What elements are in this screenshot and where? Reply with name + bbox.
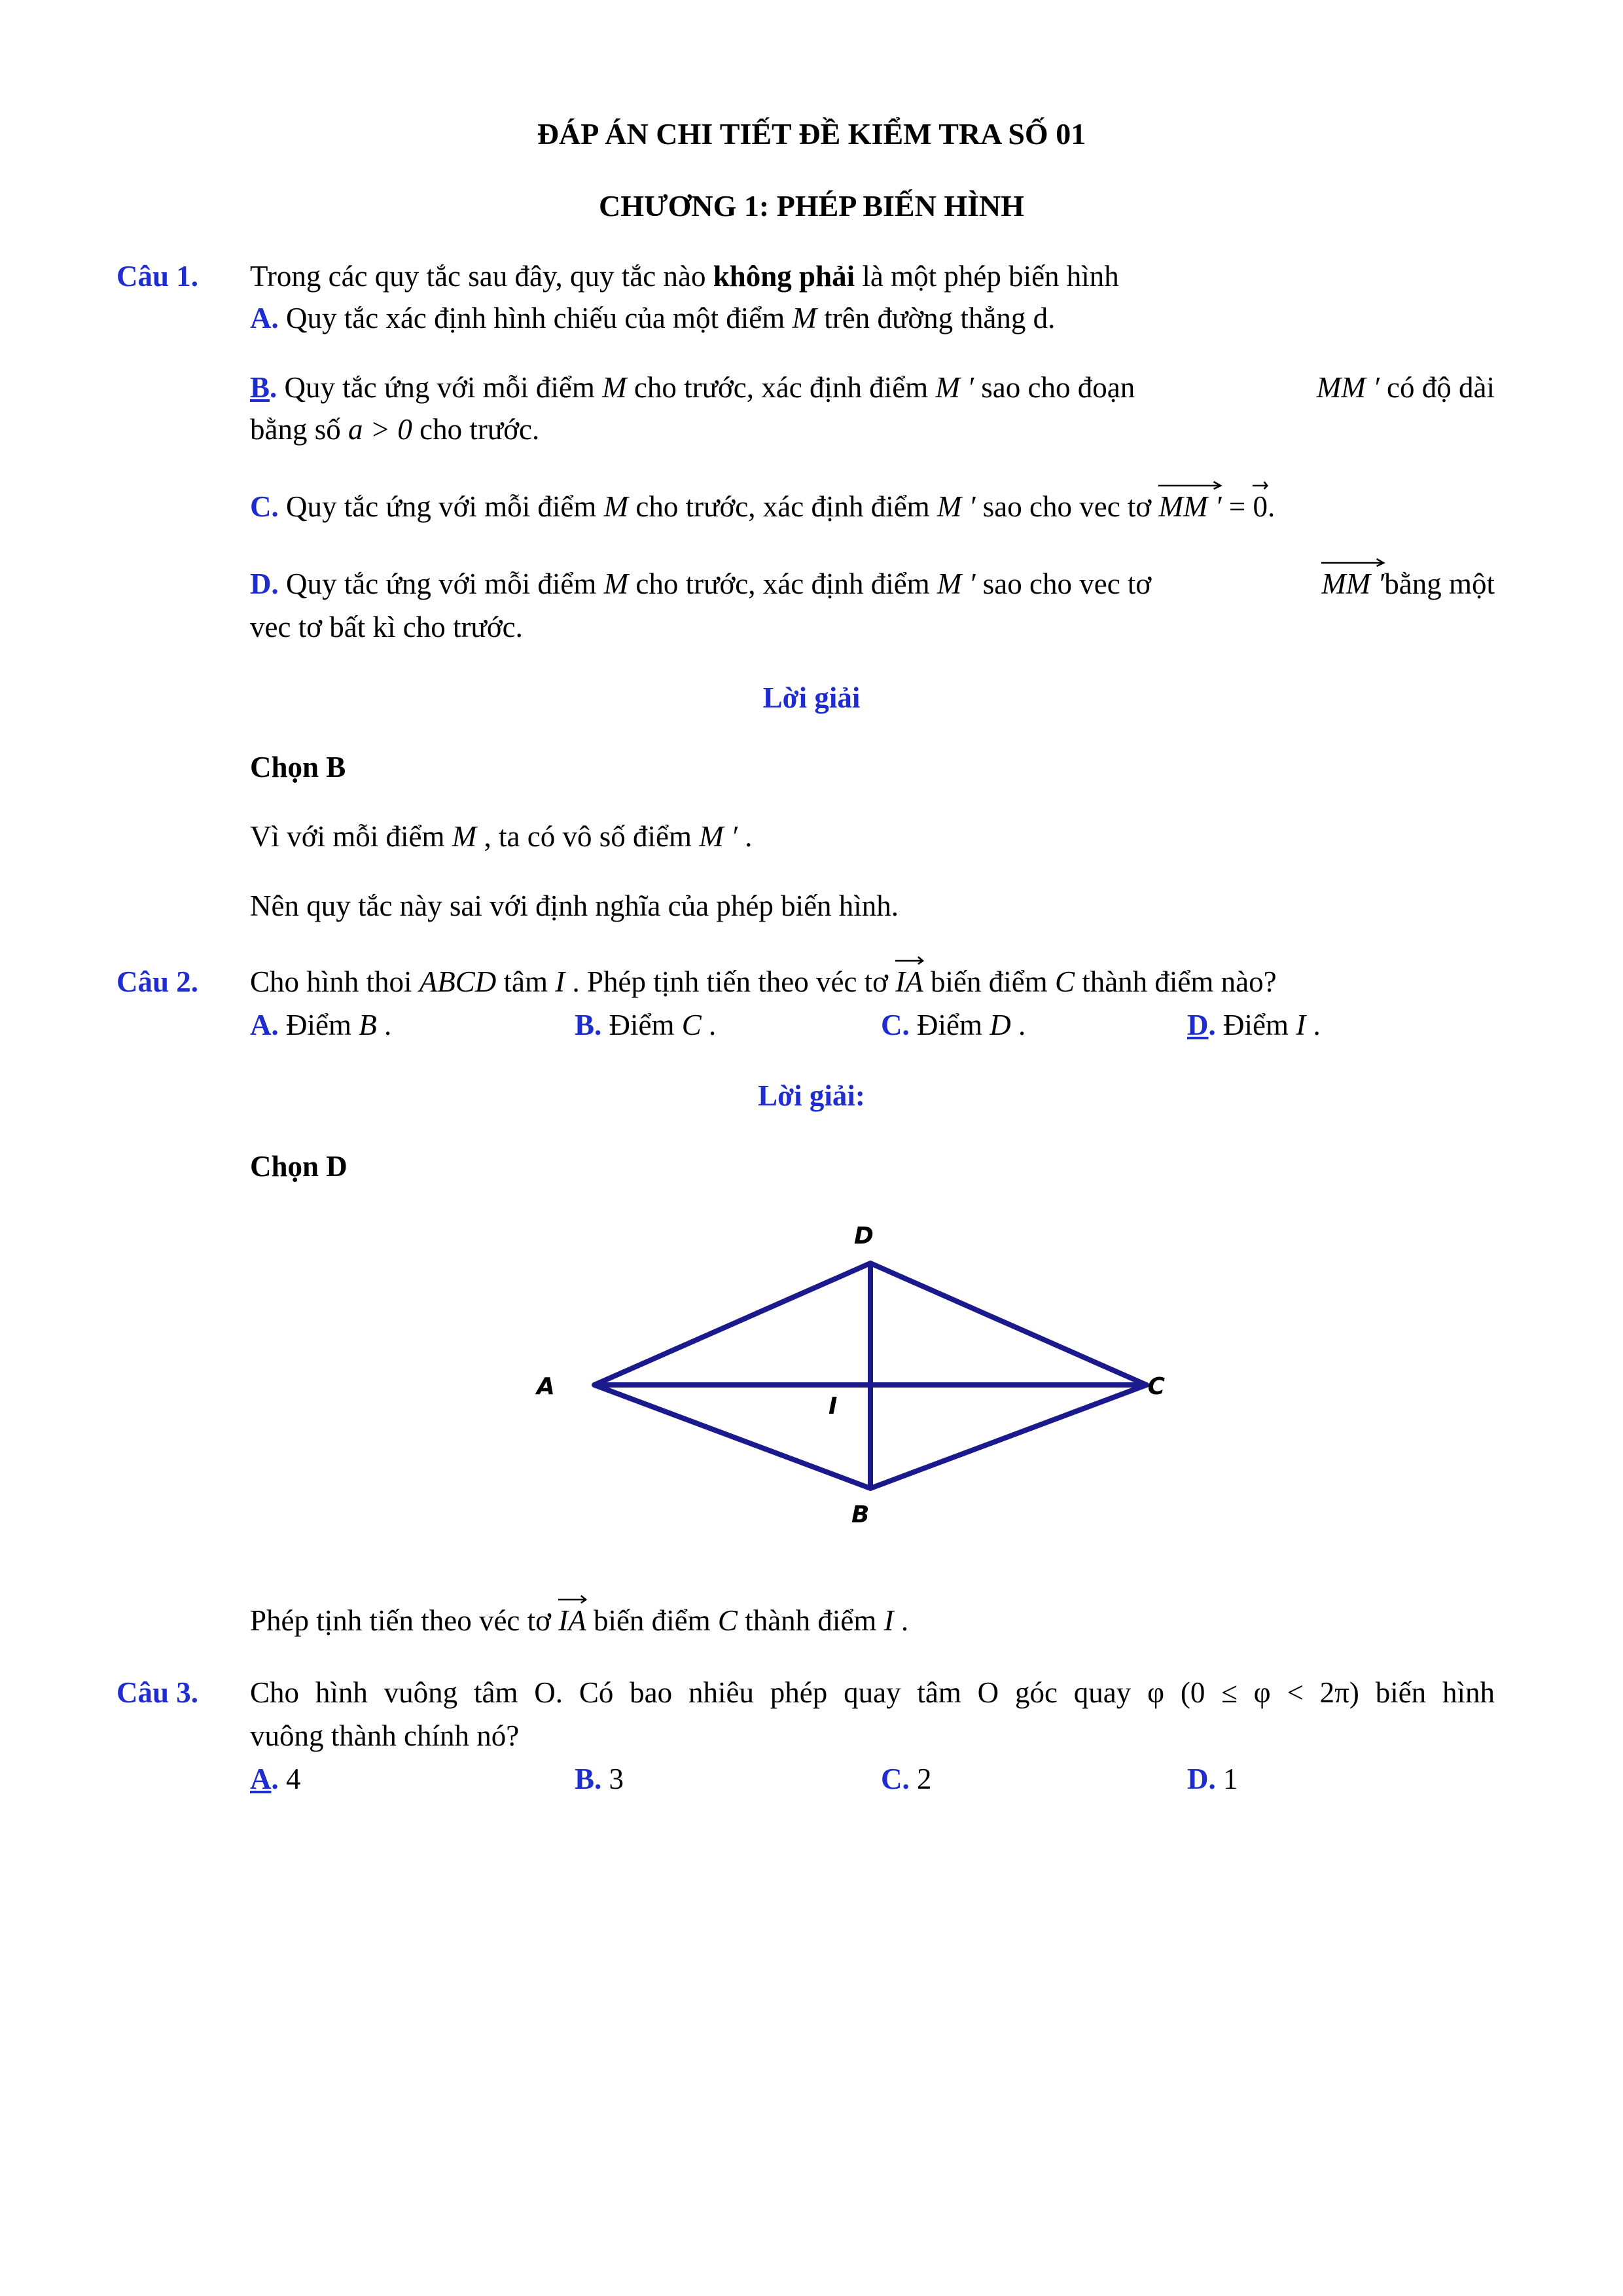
q2-conclusion [250,1604,908,1638]
q3-option-a [250,1762,301,1796]
q2-option-c-label: C. [881,1009,910,1041]
q2-option-c-end: . [1010,1009,1026,1041]
q1-option-a-label: A. [250,302,279,334]
q1-option-b-text-1: Quy tắc ứng với mỗi điểm [277,371,603,404]
q1-option-a-text: Quy tắc xác định hình chiếu của một điểm [278,302,793,334]
q2-conclusion-vector [558,1604,586,1638]
q1-option-b-line2-post: cho trước. [412,413,540,446]
q1-option-c-var-mp: M ′ [936,490,976,523]
q1-explain-2: Nên quy tắc này sai với định nghĩa của phép biến hình. [250,889,899,922]
q2-option-a-end: . [376,1009,392,1041]
q2-conclusion-vector-text: IA [558,1604,586,1637]
q1-option-d-text-4: bằng một [1384,567,1495,600]
rhombus-shape [594,1263,1147,1488]
q1-explain-1 [250,819,752,853]
q2-option-d [1187,1008,1321,1042]
q1-explain-1-pre: Vì với mỗi điểm [250,820,452,853]
q1-option-d-text-1: Quy tắc ứng với mỗi điểm [278,567,604,600]
q2-conclusion-3: thành điểm [737,1604,884,1637]
q2-stem-5: thành điểm nào? [1074,965,1277,998]
q3-option-d [1187,1762,1238,1796]
q1-option-c-var-m: M [603,490,629,523]
q3-option-c-value: 2 [909,1763,932,1795]
q2-option-d-var: I [1296,1009,1306,1041]
q1-option-d-var-m: M [603,567,629,600]
q3-option-c-label: C. [881,1763,910,1795]
q1-number: Câu 1. [116,260,199,293]
q1-solution-heading: Lời giải [762,681,861,714]
q1-option-d-line2: vec tơ bất kì cho trước. [250,611,523,643]
q2-option-b-end: . [701,1009,717,1041]
q2-option-b-text: Điểm [601,1009,682,1041]
q2-conclusion-end: . [893,1604,909,1637]
q1-option-b-dot: . [270,371,277,404]
q1-option-c-text-1: Quy tắc ứng với mỗi điểm [278,490,604,523]
q1-option-c [250,490,1275,524]
q1-option-a-var: M [792,302,817,334]
q3-option-d-label: D. [1187,1763,1216,1795]
q1-explain-1-mp: M ′ [699,820,738,853]
q2-option-a-label: A. [250,1009,279,1041]
q2-stem-1: Cho hình thoi [250,965,419,998]
q1-option-b-line2 [250,412,539,446]
q2-option-d-text: Điểm [1215,1009,1296,1041]
document-title: ĐÁP ÁN CHI TIẾT ĐỀ KIỂM TRA SỐ 01 [537,117,1086,151]
q2-stem [250,965,1277,999]
q2-option-b-var: C [681,1009,702,1041]
q2-choose: Chọn D [250,1150,348,1183]
q3-option-b-value: 3 [601,1763,624,1795]
q1-option-d-label: D. [250,567,279,600]
q1-option-d-var-mp: M ′ [936,567,976,600]
q1-stem-pre: Trong các quy tắc sau đây, quy tắc nào [250,260,713,293]
q1-option-b-math: a > 0 [348,413,412,446]
q1-option-b-line1 [250,370,1495,404]
q1-option-a [250,301,1055,335]
label-b: B [851,1501,870,1528]
label-a: A [537,1373,555,1400]
q1-option-c-text-2: cho trước, xác định điểm [628,490,937,523]
label-i: I [829,1393,838,1420]
q1-option-b-var-m: M [602,371,627,404]
q1-stem [250,259,1119,293]
q2-stem-2: tâm [496,965,556,998]
q1-option-c-vector-text: MM ′ [1158,490,1222,523]
q1-option-c-zero: 0 [1253,490,1268,523]
q1-option-d-vector-text: MM ′ [1321,567,1385,600]
q1-option-d-line1 [250,567,1495,601]
q1-option-c-eq: = [1221,490,1253,523]
q2-conclusion-i: I [883,1604,894,1637]
q1-option-c-zero-vector [1253,490,1268,524]
q2-solution-heading: Lời giải: [758,1079,865,1112]
q2-stem-vector [895,965,923,999]
q2-option-c-var: D [990,1009,1011,1041]
q1-option-d-vector [1321,567,1384,601]
q3-option-a-value: 4 [278,1763,301,1795]
q2-stem-c: C [1054,965,1075,998]
rhombus-figure [510,1211,1165,1538]
q2-number: Câu 2. [116,965,199,998]
q2-option-a-text: Điểm [278,1009,359,1041]
q1-option-b-text-4: có độ dài [1379,371,1495,404]
q2-stem-vector-text: IA [895,965,923,998]
q2-conclusion-c: C [717,1604,738,1637]
q2-option-a-var: B [359,1009,377,1041]
q3-number: Câu 3. [116,1676,199,1709]
q1-option-b-text-2: cho trước, xác định điểm [626,371,936,404]
q3-option-b [575,1762,624,1796]
q2-option-c [881,1008,1026,1042]
q1-option-d-text-3: sao cho vec tơ [975,567,1152,600]
q1-stem-bold: không phải [713,260,855,293]
q2-conclusion-2: biến điểm [586,1604,718,1637]
label-d: D [854,1223,874,1249]
q2-stem-3: . Phép tịnh tiến theo véc tơ [565,965,896,998]
q2-option-a [250,1008,391,1042]
q2-stem-i: I [555,965,565,998]
q2-stem-4: biến điểm [923,965,1055,998]
q1-option-d-text-2: cho trước, xác định điểm [628,567,937,600]
q1-option-b-var-mp: M ′ [935,371,974,404]
q1-option-c-vector [1158,490,1221,524]
q1-option-c-label: C. [250,490,279,523]
q1-option-b-text-3: sao cho đoạn [974,371,1135,404]
q3-option-d-value: 1 [1215,1763,1238,1795]
q1-option-c-end: . [1267,490,1275,523]
q1-option-c-text-3: sao cho vec tơ [975,490,1159,523]
q2-stem-abcd: ABCD [419,965,497,998]
q1-explain-1-end: . [737,820,753,853]
q2-option-b-label: B. [575,1009,602,1041]
label-c: C [1147,1373,1165,1400]
q3-option-c [881,1762,932,1796]
q2-option-d-label: D [1187,1009,1209,1041]
q2-option-c-text: Điểm [909,1009,990,1041]
q1-option-a-text-end: trên đường thẳng d. [817,302,1056,334]
q1-choose: Chọn B [250,751,346,783]
q2-option-d-end: . [1306,1009,1321,1041]
chapter-title: CHƯƠNG 1: PHÉP BIẾN HÌNH [599,189,1024,223]
q3-stem-line1: Cho hình vuông tâm O. Có bao nhiêu phép quay tâm O góc quay φ (0 ≤ φ < 2π) biến hình [250,1676,1495,1709]
q1-explain-1-mid: , ta có vô số điểm [476,820,700,853]
q1-stem-post: là một phép biến hình [855,260,1119,293]
q2-option-b [575,1008,716,1042]
q3-option-b-label: B. [575,1763,602,1795]
q3-option-a-label: A [250,1763,272,1795]
q1-option-b-label: B [250,371,270,404]
q1-option-b-line2-pre: bằng số [250,413,348,446]
q1-option-b-var-mmp: MM ′ [1316,371,1380,404]
q3-stem-line2: vuông thành chính nó? [250,1719,520,1752]
q3-option-a-dot: . [271,1763,279,1795]
q1-explain-1-m: M [452,820,477,853]
q2-option-d-dot: . [1208,1009,1216,1041]
q2-conclusion-1: Phép tịnh tiến theo véc tơ [250,1604,559,1637]
